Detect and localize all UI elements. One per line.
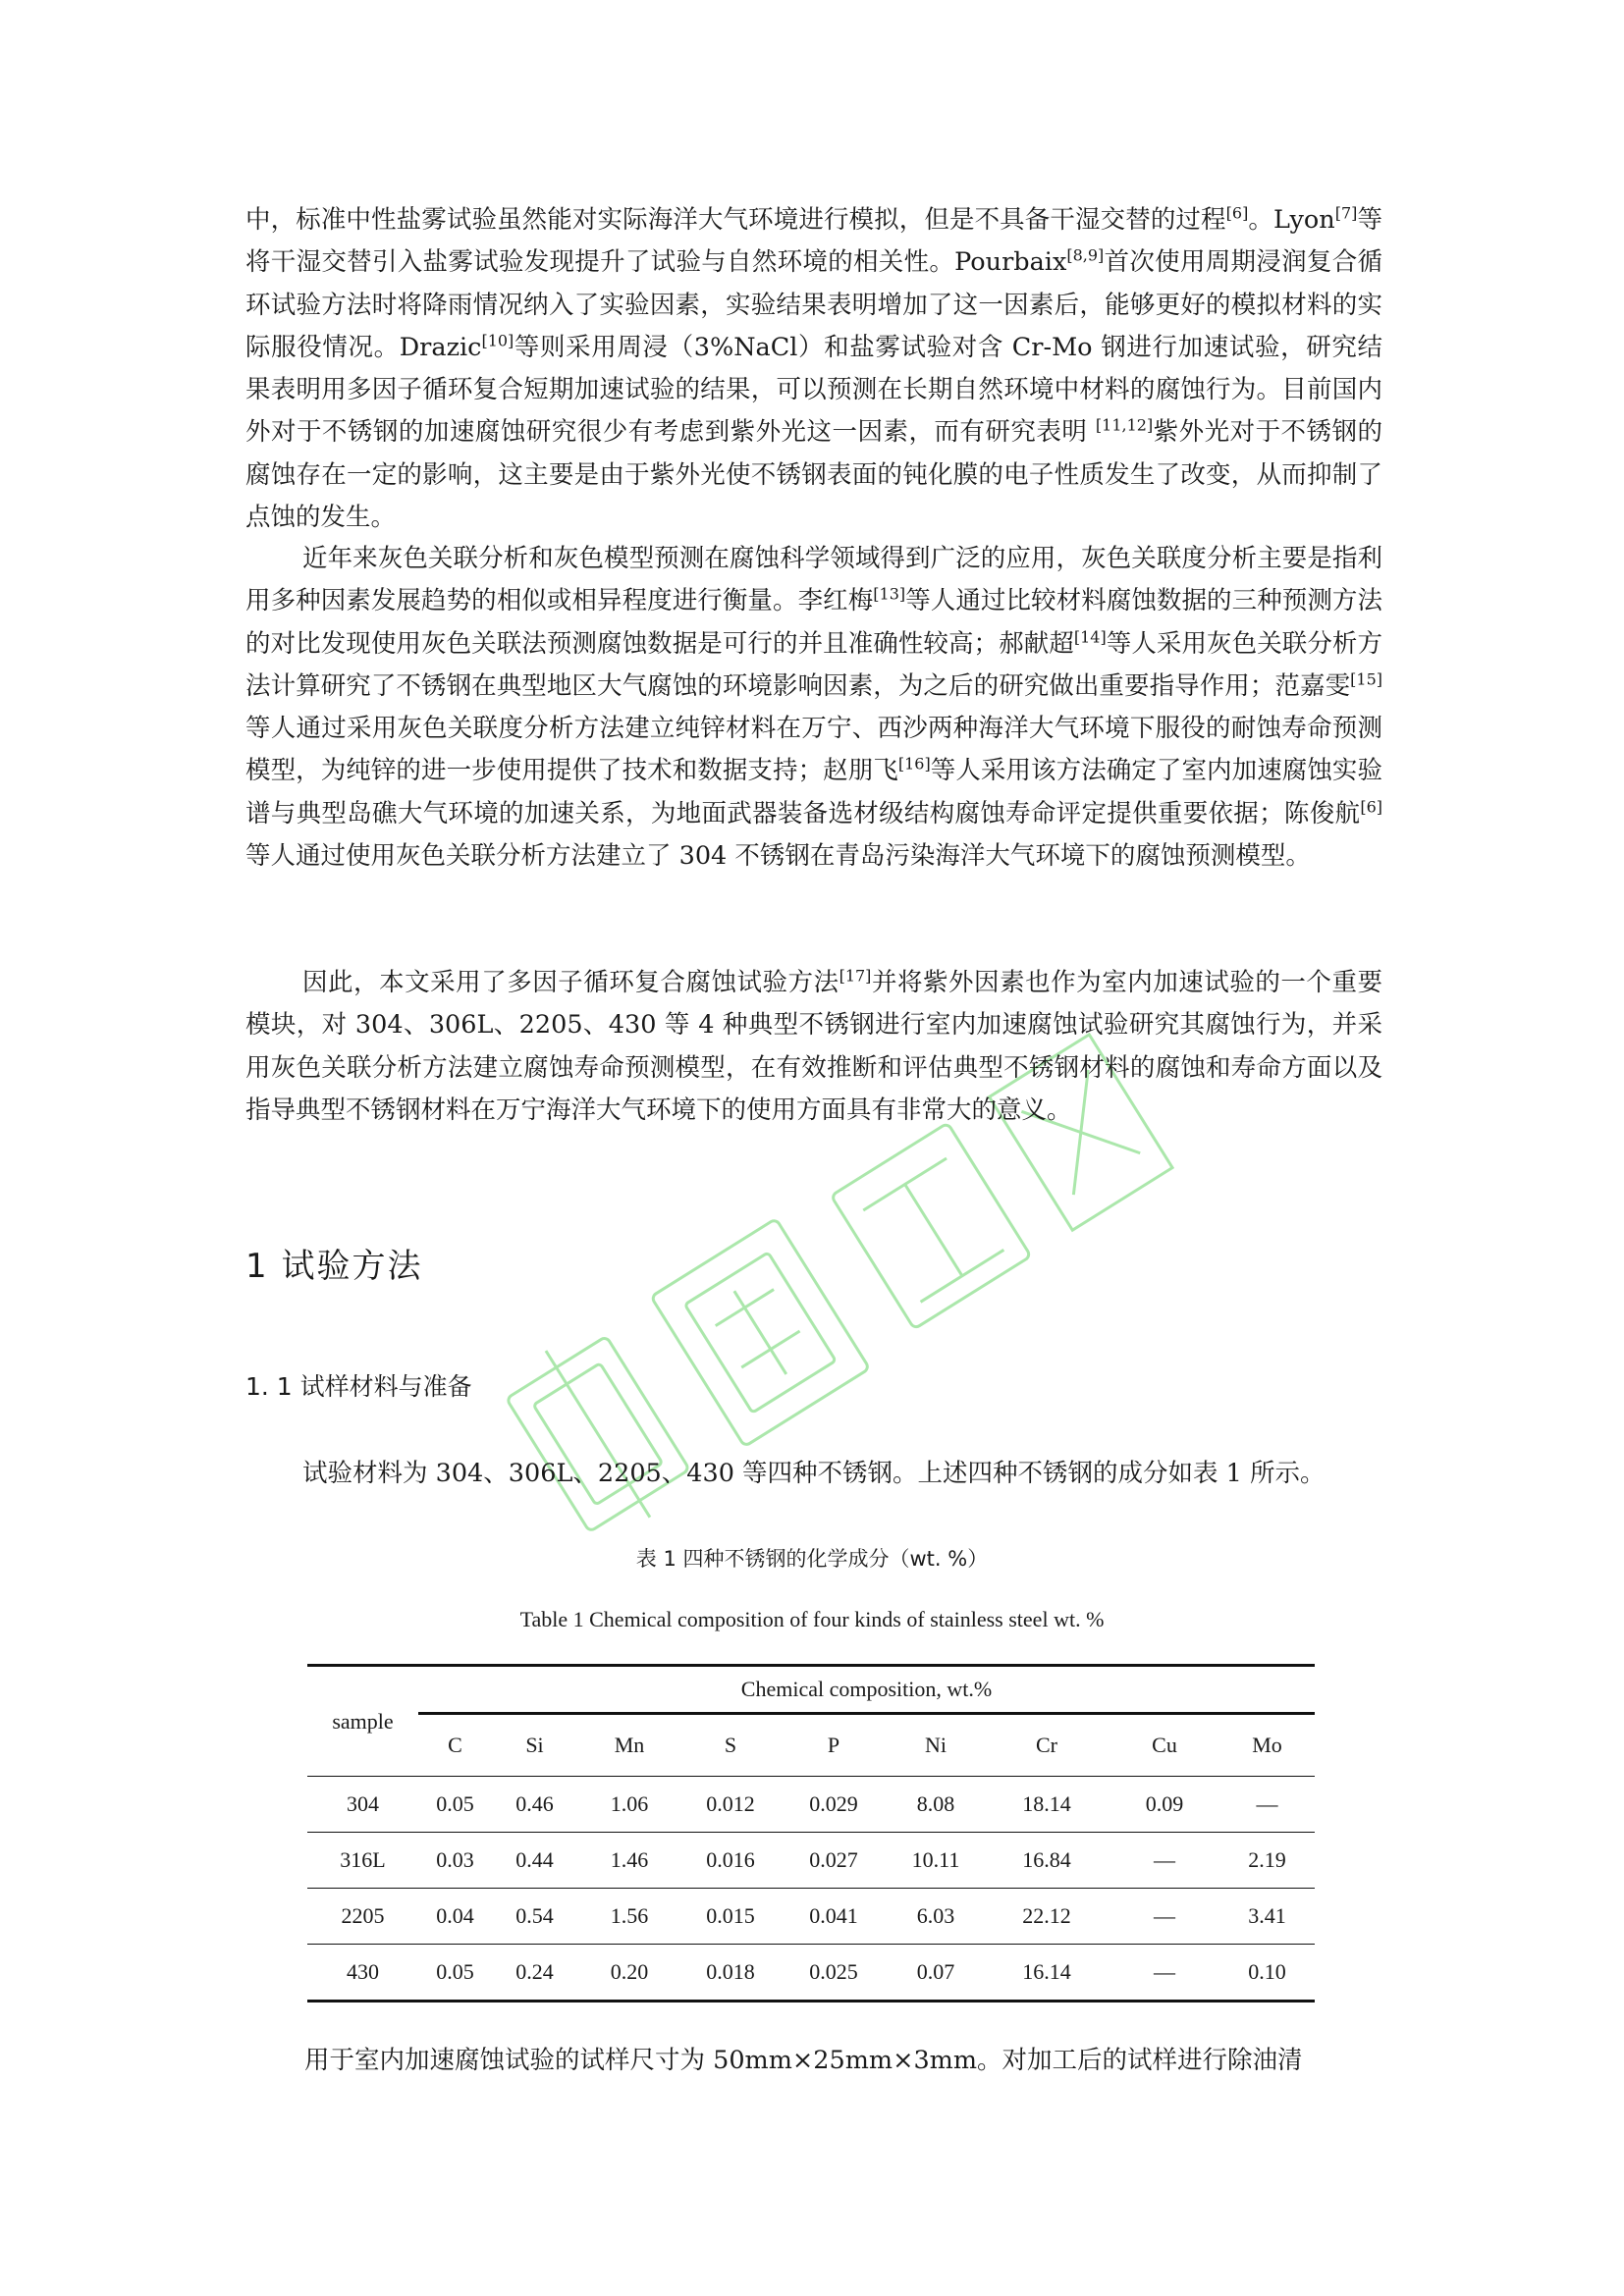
table-row [307,1833,1315,1889]
value-cell: 6.03 [888,1889,984,1945]
value-cell: 0.07 [888,1945,984,2002]
value-cell: 18.14 [984,1777,1110,1833]
text-run: 并将紫外因素也作为室内加速试验的一个重要模块，对 304、306L、2205、430 等 4 种典型不锈钢进行室内加速腐蚀试验研究其腐蚀行为，并采用灰色关联分析方法建立腐蚀寿命预测模型，在有效推断和评估典型不锈钢材料的腐蚀和寿命方面以及指导典型不锈钢材料在万宁海洋大气环境下的使用方面具有非常大的意义。 [245,968,1382,1125]
sample-cell: 2205 [307,1889,418,1945]
paragraph-2 [245,538,1382,878]
text-run: 。Lyon [1248,205,1335,235]
value-cell: 10.11 [888,1833,984,1889]
value-cell: 22.12 [984,1889,1110,1945]
value-cell: 0.04 [418,1889,492,1945]
text-run: 等人采用该方法确定了室内加速腐蚀实验谱与典型岛礁大气环境的加速关系，为地面武器装备选材级结构腐蚀寿命评定提供重要依据；陈俊航 [245,756,1382,828]
value-cell: 2.19 [1219,1833,1315,1889]
text-run: 等人采用灰色关联分析方法计算研究了不锈钢在典型地区大气腐蚀的环境影响因素，为之后的研究做出重要指导作用；范嘉雯 [245,628,1382,701]
text-run: 等将干湿交替引入盐雾试验发现提升了试验与自然环境的相关性。Pourbaix [245,205,1382,278]
citation-ref: [16] [897,754,931,774]
text-run: 等人通过使用灰色关联分析方法建立了 304 不锈钢在青岛污染海洋大气环境下的腐蚀预测模型。 [245,841,1311,872]
text-run: 首次使用周期浸润复合循环试验方法时将降雨情况纳入了实验因素，实验结果表明增加了这一因素后，能够更好的模拟材料的实际服役情况。Drazic [245,247,1382,362]
value-cell: 0.016 [681,1833,780,1889]
column-header: P [780,1714,888,1777]
citation-ref: [15] [1350,669,1382,689]
composition-group-header: Chemical composition, wt.% [418,1666,1315,1714]
column-header: Ni [888,1714,984,1777]
value-cell: 0.027 [780,1833,888,1889]
paragraph-1 [245,199,1382,539]
value-cell: 0.025 [780,1945,888,2002]
sample-header: sample [307,1666,418,1777]
citation-ref: [7] [1334,203,1358,223]
text-run: 近年来灰色关联分析和灰色模型预测在腐蚀科学领域得到广泛的应用，灰色关联度分析主要是指利用多种因素发展趋势的相似或相异程度进行衡量。李红梅 [245,544,1382,616]
column-header: S [681,1714,780,1777]
paragraph-4 [245,1453,1382,1495]
citation-ref: [10] [481,331,514,350]
table-caption-en: Table 1 Chemical composition of four kinds of stainless steel wt. % [519,1607,1105,1631]
value-cell: 0.09 [1110,1777,1219,1833]
table-row [307,1889,1315,1945]
value-cell: 0.44 [492,1833,577,1889]
text-run: 试验材料为 304、306L、2205、430 等四种不锈钢。上述四种不锈钢的成分如表 1 所示。 [302,1459,1326,1488]
column-header: Si [492,1714,577,1777]
value-cell: 16.84 [984,1833,1110,1889]
value-cell: — [1110,1889,1219,1945]
value-cell: 0.012 [681,1777,780,1833]
value-cell: 0.018 [681,1945,780,2002]
column-header: Mo [1219,1714,1315,1777]
table-row [307,1777,1315,1833]
paragraph-3 [245,962,1382,1132]
table-row [307,1945,1315,2002]
text-run: 紫外光对于不锈钢的腐蚀存在一定的影响，这主要是由于紫外光使不锈钢表面的钝化膜的电子性质发生了改变，从而抑制了点蚀的发生。 [245,417,1382,533]
value-cell: 0.029 [780,1777,888,1833]
value-cell: 0.54 [492,1889,577,1945]
value-cell: 0.05 [418,1777,492,1833]
section-heading: 1 试验方法 [245,1247,423,1286]
text-run: 等则采用周浸（3%NaCl）和盐雾试验对含 Cr-Mo 钢进行加速试验，研究结果表明用多因子循环复合短期加速试验的结果，可以预测在长期自然环境中材料的腐蚀行为。目前国内外对于不锈钢的加速腐蚀研究很少有考虑到紫外光这一因素，而有研究表明 [245,332,1382,448]
citation-ref: [6] [1225,203,1249,223]
text-run: 中，标准中性盐雾试验虽然能对实际海洋大气环境进行模拟，但是不具备干湿交替的过程 [245,205,1226,235]
paragraph-5 [304,2040,1382,2082]
text-run: 等人通过采用灰色关联度分析方法建立纯锌材料在万宁、西沙两种海洋大气环境下服役的耐蚀寿命预测模型，为纯锌的进一步使用提供了技术和数据支持；赵朋飞 [245,714,1382,786]
table-header-row-1 [307,1666,1315,1714]
column-header: C [418,1714,492,1777]
column-header: Mn [577,1714,681,1777]
composition-table [307,1664,1315,2002]
table-header-row-2 [307,1714,1315,1777]
citation-ref: [6] [1360,797,1382,817]
value-cell: 0.015 [681,1889,780,1945]
value-cell: 16.14 [984,1945,1110,2002]
value-cell: 0.20 [577,1945,681,2002]
citation-ref: [8,9] [1066,245,1105,265]
citation-ref: [17] [839,966,872,986]
table-caption-cn: 表 1 四种不锈钢的化学成分（wt. %） [635,1547,989,1571]
text-run: 因此，本文采用了多因子循环复合腐蚀试验方法 [302,968,839,997]
column-header: Cr [984,1714,1110,1777]
text-run: 用于室内加速腐蚀试验的试样尺寸为 50mm×25mm×3mm。对加工后的试样进行除油清 [304,2046,1303,2075]
citation-ref: [14] [1073,627,1107,647]
value-cell: 0.041 [780,1889,888,1945]
value-cell: 0.46 [492,1777,577,1833]
value-cell: 1.06 [577,1777,681,1833]
sample-cell: 430 [307,1945,418,2002]
value-cell: 8.08 [888,1777,984,1833]
value-cell: — [1110,1945,1219,2002]
sample-cell: 304 [307,1777,418,1833]
value-cell: — [1219,1777,1315,1833]
value-cell: 1.56 [577,1889,681,1945]
value-cell: 3.41 [1219,1889,1315,1945]
value-cell: 0.05 [418,1945,492,2002]
value-cell: 0.10 [1219,1945,1315,2002]
sample-cell: 316L [307,1833,418,1889]
citation-ref: [11,12] [1095,415,1154,435]
value-cell: — [1110,1833,1219,1889]
value-cell: 0.03 [418,1833,492,1889]
text-run: 等人通过比较材料腐蚀数据的三种预测方法的对比发现使用灰色关联法预测腐蚀数据是可行的并且准确性较高；郝献超 [245,586,1382,659]
value-cell: 1.46 [577,1833,681,1889]
citation-ref: [13] [873,584,906,604]
value-cell: 0.24 [492,1945,577,2002]
subsection-heading: 1. 1 试样材料与准备 [245,1372,472,1401]
column-header: Cu [1110,1714,1219,1777]
